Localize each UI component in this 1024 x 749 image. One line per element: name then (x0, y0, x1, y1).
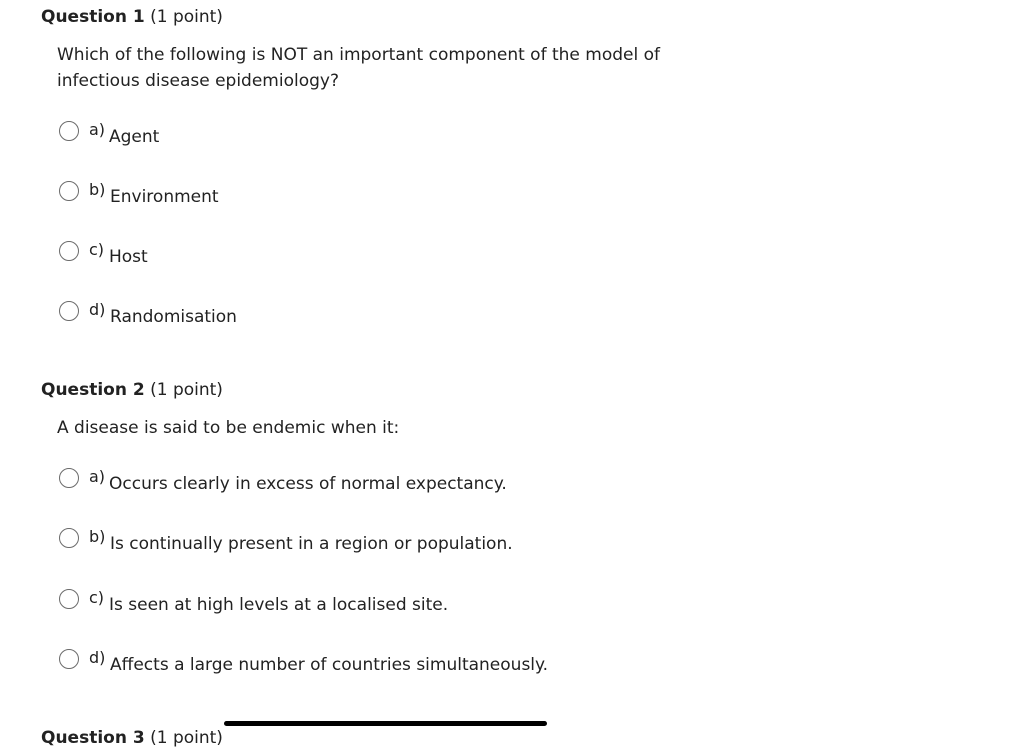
question-text: A disease is said to be endemic when it: (57, 418, 400, 438)
option-text[interactable]: Is seen at high levels at a localised site. (109, 595, 449, 615)
option-letter: a) (89, 467, 106, 486)
question-points: (1 point) (150, 728, 223, 748)
option-letter: b) (89, 527, 106, 546)
option-letter: c) (89, 240, 105, 259)
radio-button[interactable] (59, 468, 79, 488)
option-text[interactable]: Host (109, 247, 148, 267)
option-text[interactable]: Occurs clearly in excess of normal expectancy. (109, 474, 507, 494)
question-header (41, 6, 223, 28)
option-text[interactable]: Randomisation (110, 307, 237, 327)
question-points: (1 point) (150, 380, 223, 400)
question-header (41, 379, 223, 401)
question-title: Question 1 (41, 7, 145, 27)
option-text[interactable]: Environment (110, 187, 219, 207)
option-letter: d) (89, 648, 106, 667)
radio-button[interactable] (59, 589, 79, 609)
radio-button[interactable] (59, 181, 79, 201)
radio-button[interactable] (59, 241, 79, 261)
option-text[interactable]: Agent (109, 127, 160, 147)
option-letter: a) (89, 120, 106, 139)
radio-button[interactable] (59, 528, 79, 548)
question-points: (1 point) (150, 7, 223, 27)
option-letter: c) (89, 588, 105, 607)
option-letter: d) (89, 300, 106, 319)
radio-button[interactable] (59, 301, 79, 321)
option-letter: b) (89, 180, 106, 199)
scroll-indicator-bar[interactable] (224, 721, 547, 726)
question-title: Question 2 (41, 380, 145, 400)
question-3-header (41, 727, 223, 749)
question-text: Which of the following is NOT an important component of the model of infectious disease epidemiology? (57, 45, 661, 91)
option-text[interactable]: Affects a large number of countries simultaneously. (110, 655, 549, 675)
radio-button[interactable] (59, 649, 79, 669)
question-title: Question 3 (41, 728, 145, 748)
radio-button[interactable] (59, 121, 79, 141)
option-text[interactable]: Is continually present in a region or population. (110, 534, 513, 554)
